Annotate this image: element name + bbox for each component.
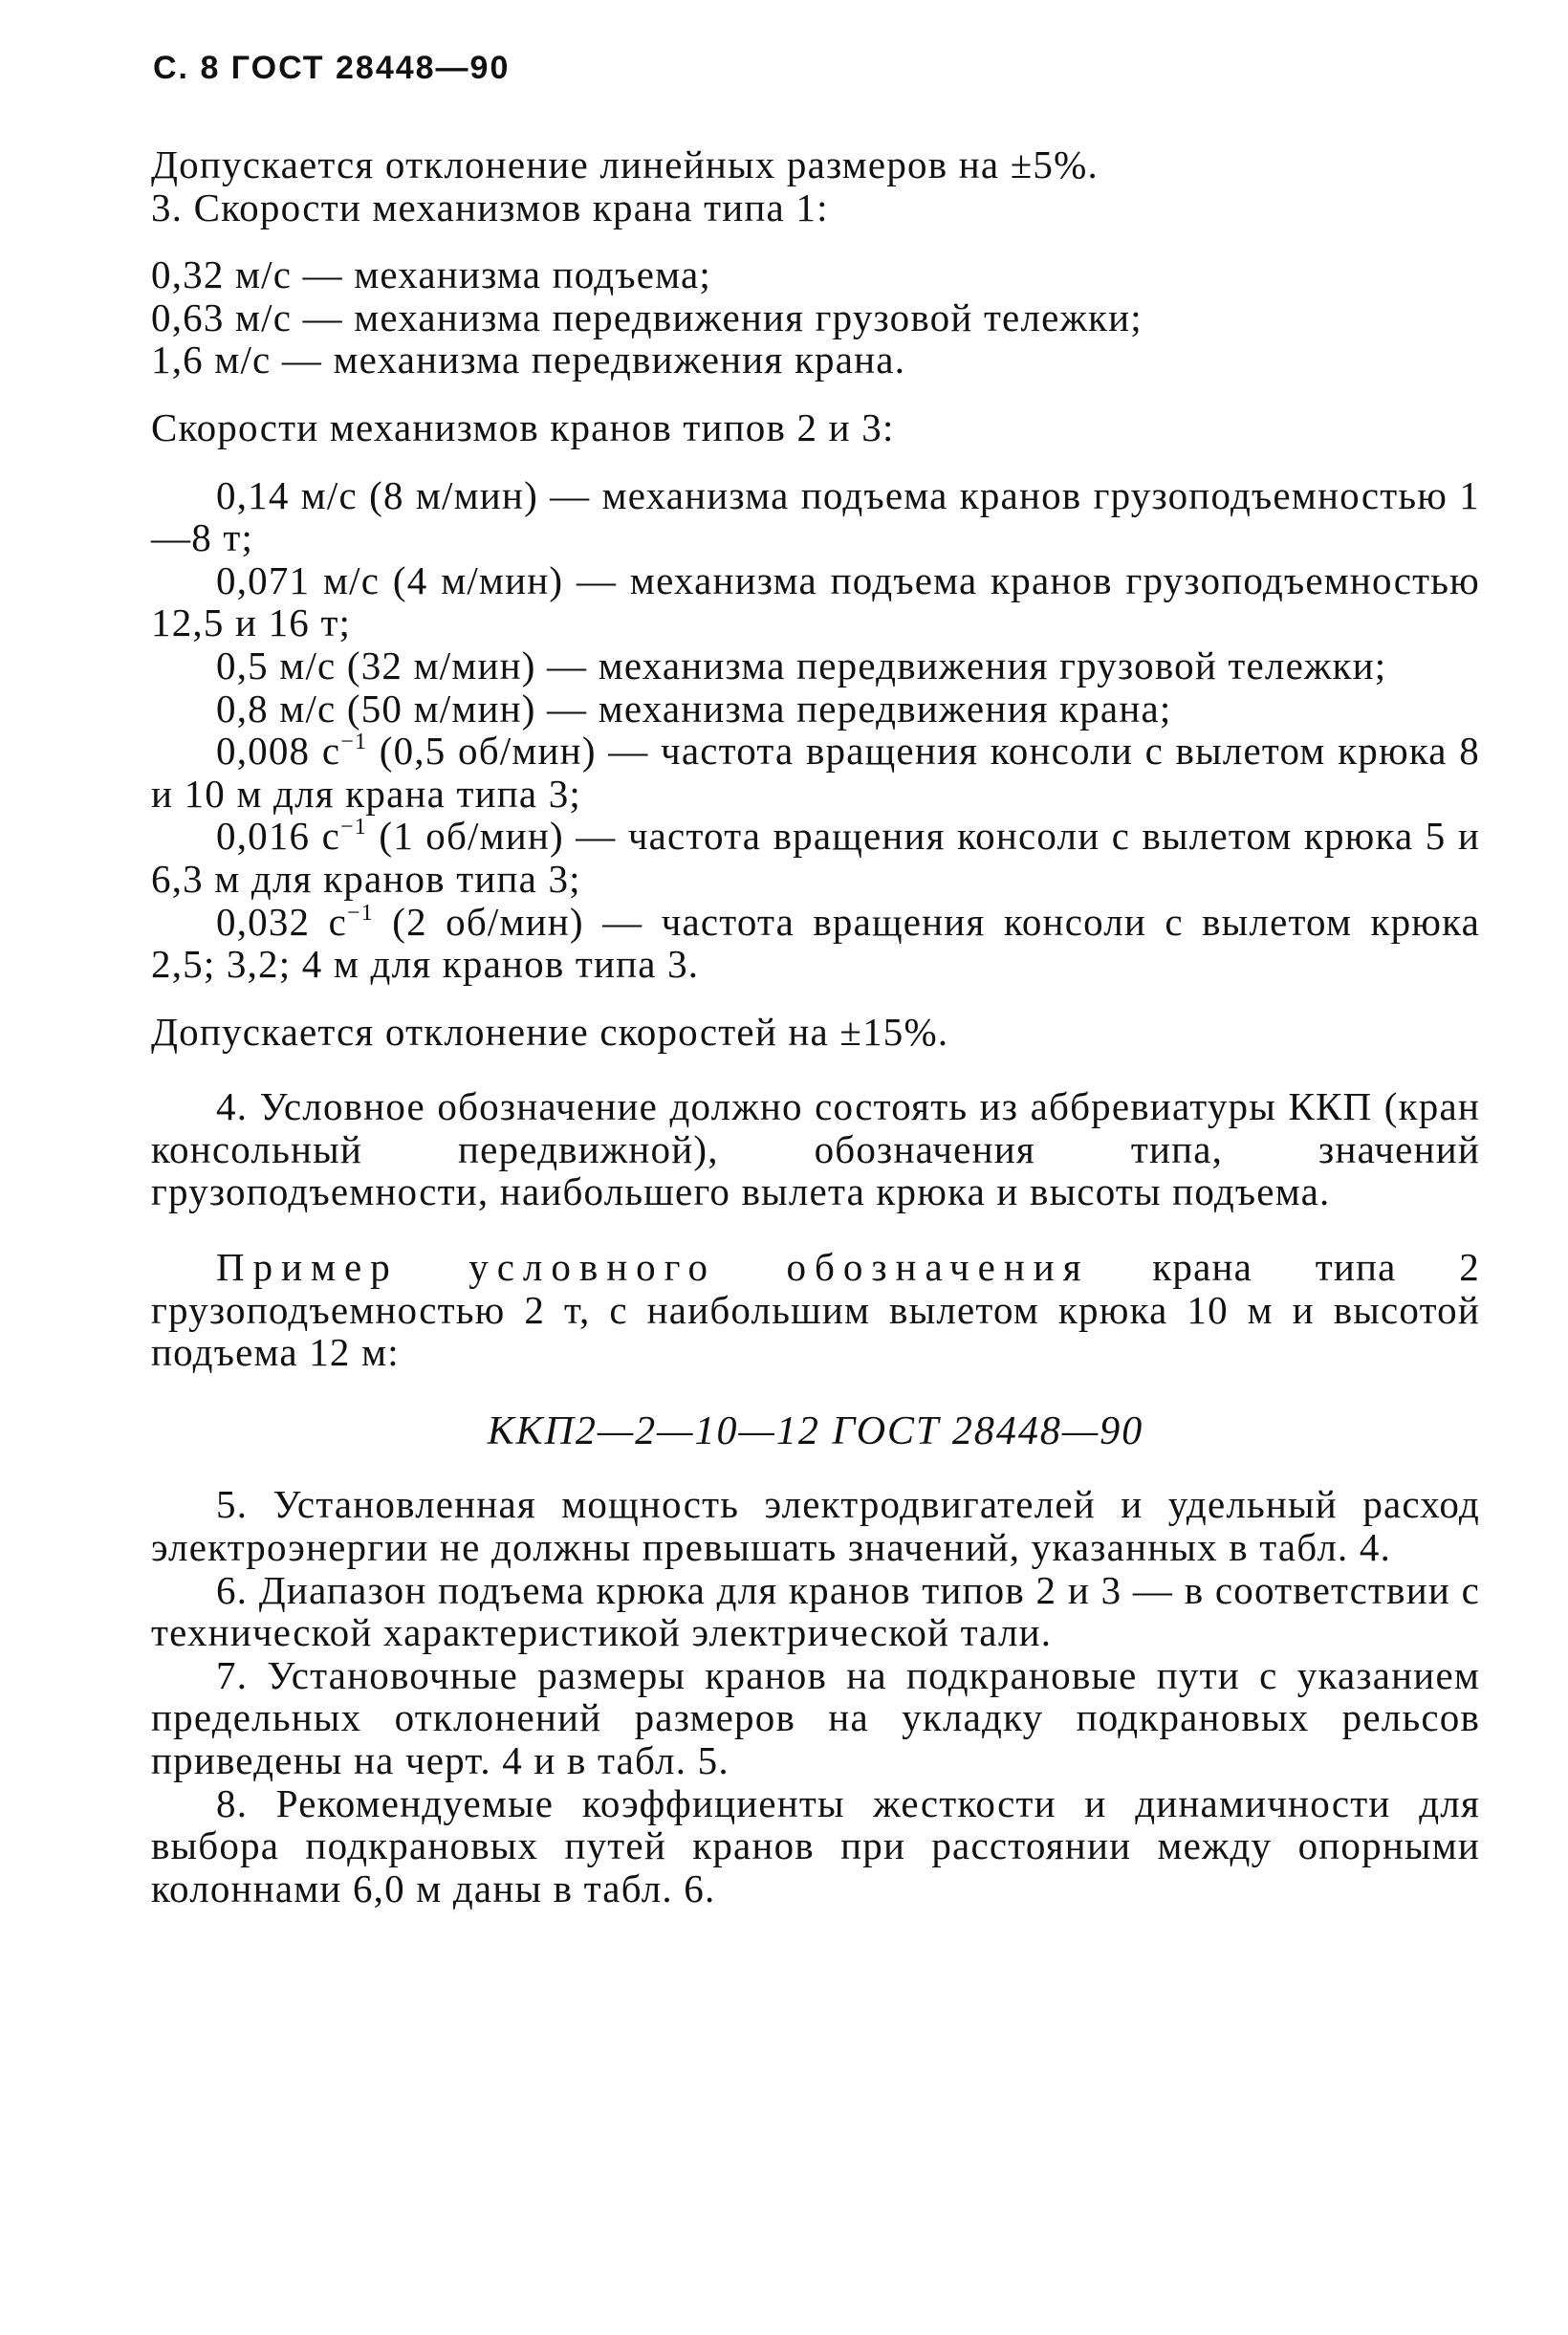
rotation-description: (2 об/мин) — частота вращения консоли с вылетом крюка 2,5; 3,2; 4 м для кранов типа 3. (151, 899, 1480, 987)
paragraph-speed-lift-12-16t: 0,071 м/с (4 м/мин) — механизма подъема кранов грузоподъемностью 12,5 и 16 т; (151, 557, 1480, 645)
rotation-description: (1 об/мин) — частота вращения консоли с вылетом крюка 5 и 6,3 м для кранов типа 3; (151, 814, 1480, 901)
paragraph-speed-tolerance: Допускается отклонение скоростей на ±15%. (151, 1009, 949, 1054)
rotation-value: 0,008 с (216, 729, 341, 774)
paragraph-speeds-types-2-3-heading: Скорости механизмов кранов типов 2 и 3: (151, 404, 895, 449)
paragraph-designation-example (151, 1246, 1480, 1374)
paragraph-speed-lifting: 0,32 м/с — механизма подъема; (151, 252, 711, 297)
paragraph-rotation-0016 (151, 815, 1480, 900)
paragraph-speed-trolley: 0,63 м/с — механизма передвижения грузовой тележки; (151, 295, 1143, 339)
paragraph-section-6-hook-range: 6. Диапазон подъема крюка для кранов типов 2 и 3 — в соответствии с технической характеристикой электрической тали. (151, 1567, 1480, 1655)
rotation-description: (0,5 об/мин) — частота вращения консоли с вылетом крюка 8 и 10 м для крана типа 3; (151, 729, 1480, 816)
designation-example-code: ККП2—2—10—12 ГОСТ 28448—90 (487, 1408, 1144, 1453)
example-label: Пример условного обозначения (216, 1245, 1090, 1290)
paragraph-speed-lift-1-8t: 0,14 м/с (8 м/мин) — механизма подъема кранов грузоподъемностью 1—8 т; (151, 472, 1480, 560)
rotation-value: 0,032 с (216, 899, 347, 944)
paragraph-rotation-0008 (151, 730, 1480, 815)
paragraph-rotation-0032 (151, 901, 1480, 986)
paragraph-section-3-heading: 3. Скорости механизмов крана типа 1: (151, 185, 829, 229)
paragraph-speed-crane-types-2-3: 0,8 м/с (50 м/мин) — механизма передвижения крана; (216, 686, 1172, 731)
paragraph-section-7-installation: 7. Установочные размеры кранов на подкрановые пути с указанием предельных отклонений размеров на укладку подкрановых рельсов приведены на черт. 4 и в табл. 5. (151, 1652, 1480, 1782)
exponent: −1 (346, 900, 374, 926)
rotation-value: 0,016 с (216, 814, 341, 859)
exponent: −1 (340, 730, 368, 755)
paragraph-section-8-coefficients: 8. Рекомендуемые коэффициенты жесткости и динамичности для выбора подкрановых путей кранов при расстоянии между опорными колоннами 6,0 м даны в табл. 6. (151, 1780, 1480, 1910)
paragraph-linear-tolerance: Допускается отклонение линейных размеров на ±5%. (151, 142, 1099, 186)
paragraph-section-4-designation: 4. Условное обозначение должно состоять из аббревиатуры ККП (кран консольный передвижной), обозначения типа, значений грузоподъемности, наибольшего вылета крюка и высоты подъема. (151, 1084, 1480, 1214)
document-body (151, 143, 1480, 1909)
page-header: С. 8 ГОСТ 28448—90 (153, 50, 511, 86)
paragraph-speed-trolley-types-2-3: 0,5 м/с (32 м/мин) — механизма передвижения грузовой тележки; (216, 643, 1387, 687)
exponent: −1 (340, 815, 367, 840)
paragraph-section-5-power: 5. Установленная мощность электродвигателей и удельный расход электроэнергии не должны превышать значений, указанных в табл. 4. (151, 1482, 1480, 1570)
example-text: крана типа 2 грузоподъемностью 2 т, с наибольшим вылетом крюка 10 м и высотой подъема 12 м: (151, 1245, 1480, 1375)
paragraph-speed-crane: 1,6 м/с — механизма передвижения крана. (151, 338, 906, 382)
